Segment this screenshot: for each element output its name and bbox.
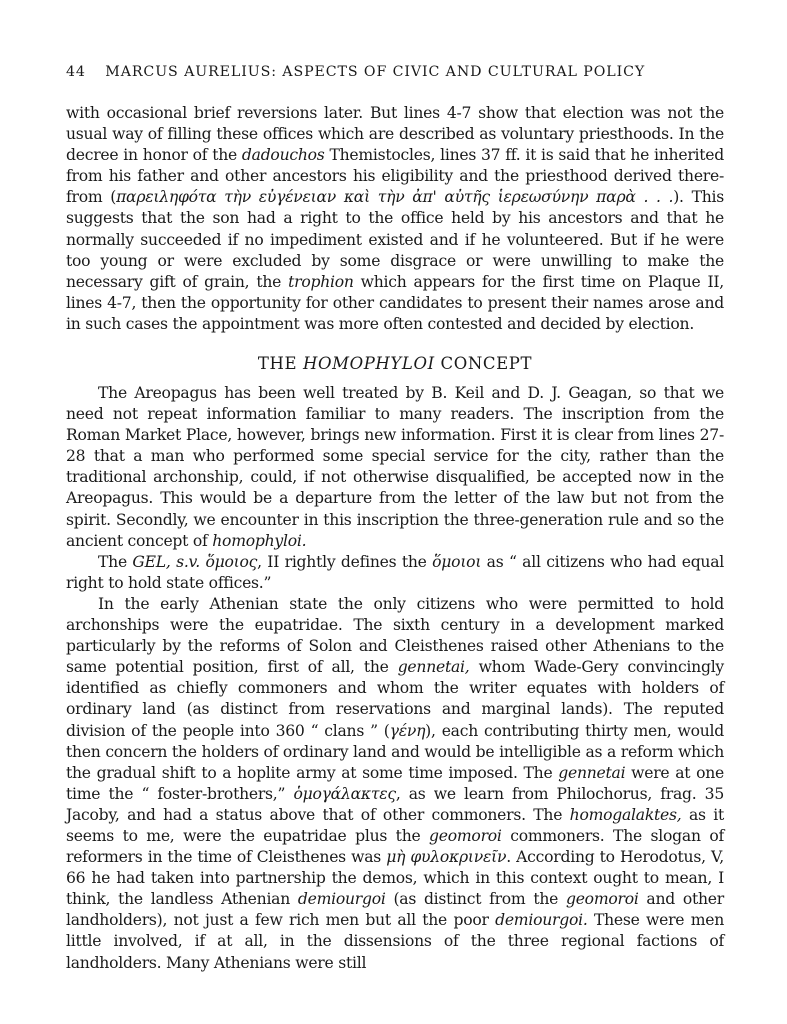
greek-word: γένη: [389, 721, 426, 740]
italic-term: gennetai: [558, 763, 626, 782]
text-run: whom Wade-Gery convincingly identified as chiefly commoners and whom the writer equates with holders of ordinary land (as distinct from reservations and marginal lands). The reputed division of the people into 360 “ clans ” (: [66, 658, 724, 740]
text-run: ), each contributing thirty men, would then concern the holders of ordinary land and would be intelligible as a reform which the gradual shift to a hoplite army at some time imposed. The: [66, 721, 724, 782]
italic-term: dadouchos: [241, 146, 325, 165]
running-title: MARCUS AURELIUS: ASPECTS OF CIVIC AND CULTURAL POLICY: [105, 64, 646, 80]
text-run: In the early Athenian state the only citizens who were permitted to hold archonships were the eupatridae. The sixth century in a development marked particularly by the reforms of Solon and Cleisthenes raised other Athenians to the same potential position, first of all, the: [66, 594, 724, 677]
paragraph-continued: [66, 103, 724, 335]
text-run: The Areopagus has been well treated by B. Keil and D. J. Geagan, so that we need not repeat information familiar to many readers. The inscription from the Roman Market Place, however, brings new information. First it is clear from lines 27-28 that a man who performed some special service for the city, rather than the traditional archonship, could, if not otherwise disqualified, be accepted now in the Areopagus. This would be a departure from the letter of the law but not from the spirit. Secondly, we encounter in this inscription the three-generation rule and so the ancient concept of: [66, 384, 724, 550]
greek-word: ὁμογάλακτες: [293, 784, 396, 803]
italic-term: trophion: [288, 272, 354, 291]
heading-text: CONCEPT: [434, 354, 533, 373]
text-run: , II rightly defines the: [257, 552, 433, 571]
page-number: 44: [66, 64, 86, 80]
text-run: The: [98, 552, 133, 571]
greek-quote: παρειληφότα τὴν εὐγένειαν καὶ τὴν ἀπ' αὐτῆς ἱερεωσύνην παρὰ . . .: [116, 188, 674, 207]
italic-term: geomoroi: [429, 826, 502, 845]
text-run: with occasional brief reversions later. But lines 4-7 show that election was not the usual way of filling these offices which are described as voluntary priesthoods. In the decree in honor of the: [66, 104, 724, 165]
greek-word: ὅμοιοι: [432, 552, 482, 571]
text-run: which appears for the first time on Plaque II, lines 4-7, then the opportunity for other candidates to present their names arose and in such cases the appointment was more often contested and decided by election.: [66, 272, 724, 333]
text-run: were at one time the “ foster-brothers,”: [66, 763, 724, 803]
italic-term: demiourgoi: [297, 890, 386, 909]
paragraph-1: [66, 103, 724, 335]
section-body: [66, 383, 724, 974]
section-heading: [66, 354, 724, 373]
text-run: and other landholders), not just a few rich men but all the poor: [66, 890, 724, 930]
italic-term: homophyloi.: [212, 531, 307, 550]
italic-term: gennetai,: [397, 658, 470, 677]
text-run: (as distinct from the: [385, 890, 566, 909]
text-run: commoners. The slogan of reformers in the time of Cleisthenes was: [66, 826, 724, 867]
heading-italic: HOMOPHYLOI: [302, 354, 435, 373]
text-run: ). This suggests that the son had a right to the office held by his ancestors and that he normally succeeded if no impediment existed and if he volunteered. But if he were too young or were excluded by some disgrace or were unwilling to make the necessary gift of grain, the: [66, 188, 725, 291]
italic-term: demiourgoi.: [495, 911, 588, 930]
text-run: Themistocles, lines 37 ff. it is said that he inherited from his father and other ancestors his eligibility and the priesthood derived there-from (: [66, 146, 724, 207]
running-header: [66, 64, 726, 80]
text-run: as “ all citizens who had equal right to hold state offices.”: [66, 552, 725, 592]
italic-term: geomoroi: [565, 890, 639, 909]
text-run: as it seems to me, were the eupatridae plus the: [66, 805, 724, 845]
greek-word: ὅμοιος: [205, 552, 258, 571]
paragraph-2: [66, 383, 724, 552]
italic-term: GEL, s.v.: [132, 552, 200, 571]
italic-term: homogalaktes,: [569, 805, 682, 824]
text-run: These were men little involved, if at all, in the dissensions of the three regional factions of landholders. Many Athenians were still: [66, 911, 724, 972]
heading-text: THE: [257, 354, 303, 373]
text-run: . According to Herodotus, V, 66 he had taken into partnership the demos, which in this context ought to mean, I think, the landless Athenian: [66, 848, 724, 909]
text-run: , as we learn from Philochorus, frag. 35 Jacoby, and had a status above that of other commoners. The: [66, 784, 725, 824]
greek-slogan: μὴ φυλοκρινεῖν: [386, 848, 507, 867]
paragraph-3: [66, 552, 724, 594]
paragraph-4: [66, 594, 724, 974]
